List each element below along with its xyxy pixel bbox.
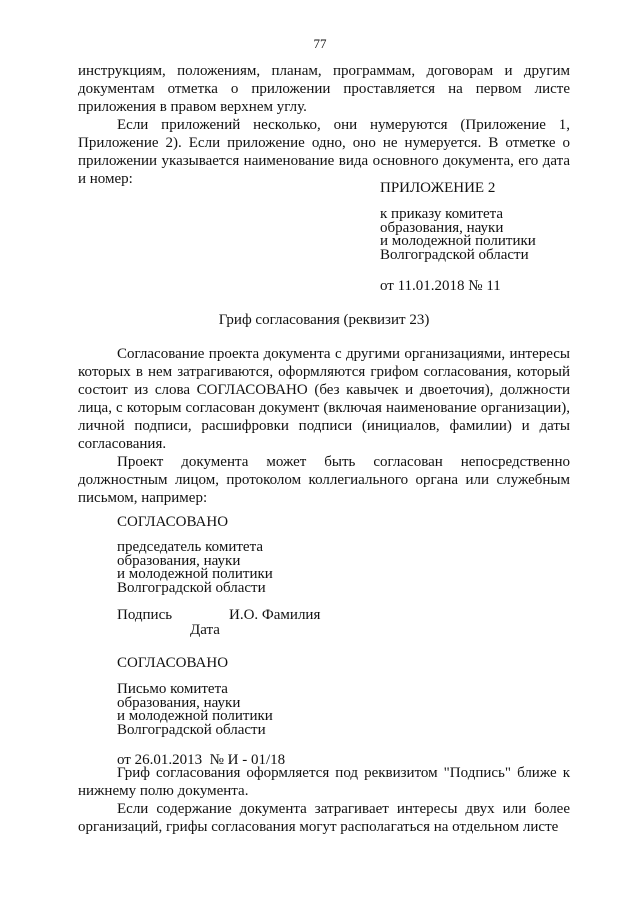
approval-lines (117, 683, 417, 737)
approval-line: председатель комитета (117, 539, 263, 555)
approval-line: Письмо комитета (117, 681, 228, 697)
approval-line: образования, науки (117, 552, 241, 569)
signature-label: Подпись (117, 607, 173, 623)
paragraph-multiple-organizations: Если содержание документа затрагивает интересы двух или более организаций, грифы согласования могут располагаться на отдельном листе (78, 801, 570, 835)
approval-line: Волгоградской области (117, 721, 266, 738)
approval-lines (117, 541, 417, 595)
appendix-line: образования, науки (380, 219, 504, 236)
paragraph-attachment-mark: инструкциям, положениям, планам, программам, договорам и другим документам отметка о приложении проставляется на первом листе приложения в правом верхнем углу. (78, 63, 570, 115)
section-heading: Гриф согласования (реквизит 23) (218, 312, 430, 328)
approval-example-official (117, 514, 417, 639)
appendix-date: от 11.01.2018 № 11 (380, 278, 501, 294)
paragraph-project: Проект документа может быть согласован непосредственно должностным лицом, протоколом коллегиального органа или служебным письмом, например: (78, 454, 570, 506)
appendix-line: и молодежной политики (380, 233, 536, 249)
appendix-line: Волгоградской области (380, 246, 529, 263)
date-label: Дата (190, 622, 220, 638)
paragraph-attachment-numbering: Если приложений несколько, они нумеруются (Приложение 1, Приложение 2). Если приложение одно, оно не нумеруется. В отметке о приложении указывается наименование вида основного документа, его дата и номер: (78, 117, 570, 187)
signature-row (117, 607, 417, 639)
appendix-mark (380, 180, 580, 295)
approval-line: Волгоградской области (117, 579, 266, 596)
appendix-line: к приказу комитета (380, 206, 504, 222)
signatory-name: И.О. Фамилия (229, 607, 321, 623)
approval-line: и молодежной политики (117, 708, 273, 724)
appendix-title: ПРИЛОЖЕНИЕ 2 (380, 180, 496, 196)
paragraph-grif: Согласование проекта документа с другими организациями, интересы которых в нем затрагиваются, оформляются грифом согласования, который состоит из слова СОГЛАСОВАНО (без кавычек и двоеточия), должности лица, с которым согласован документ (включая наименование организации), личной подписи, расшифровки подписи (инициалов, фамилии) и даты согласования. (78, 346, 570, 452)
approval-example-letter (117, 655, 417, 769)
page-number: 77 (313, 36, 327, 51)
approval-title: СОГЛАСОВАНО (117, 514, 229, 530)
approval-title: СОГЛАСОВАНО (117, 655, 229, 671)
paragraph-placement: Гриф согласования оформляется под реквизитом "Подпись" ближе к нижнему полю документа. (78, 765, 570, 799)
approval-line: и молодежной политики (117, 566, 273, 582)
approval-line: образования, науки (117, 694, 241, 711)
letter-date: от 26.01.2013 № И - 01/18 (117, 752, 286, 768)
appendix-lines (380, 208, 580, 262)
